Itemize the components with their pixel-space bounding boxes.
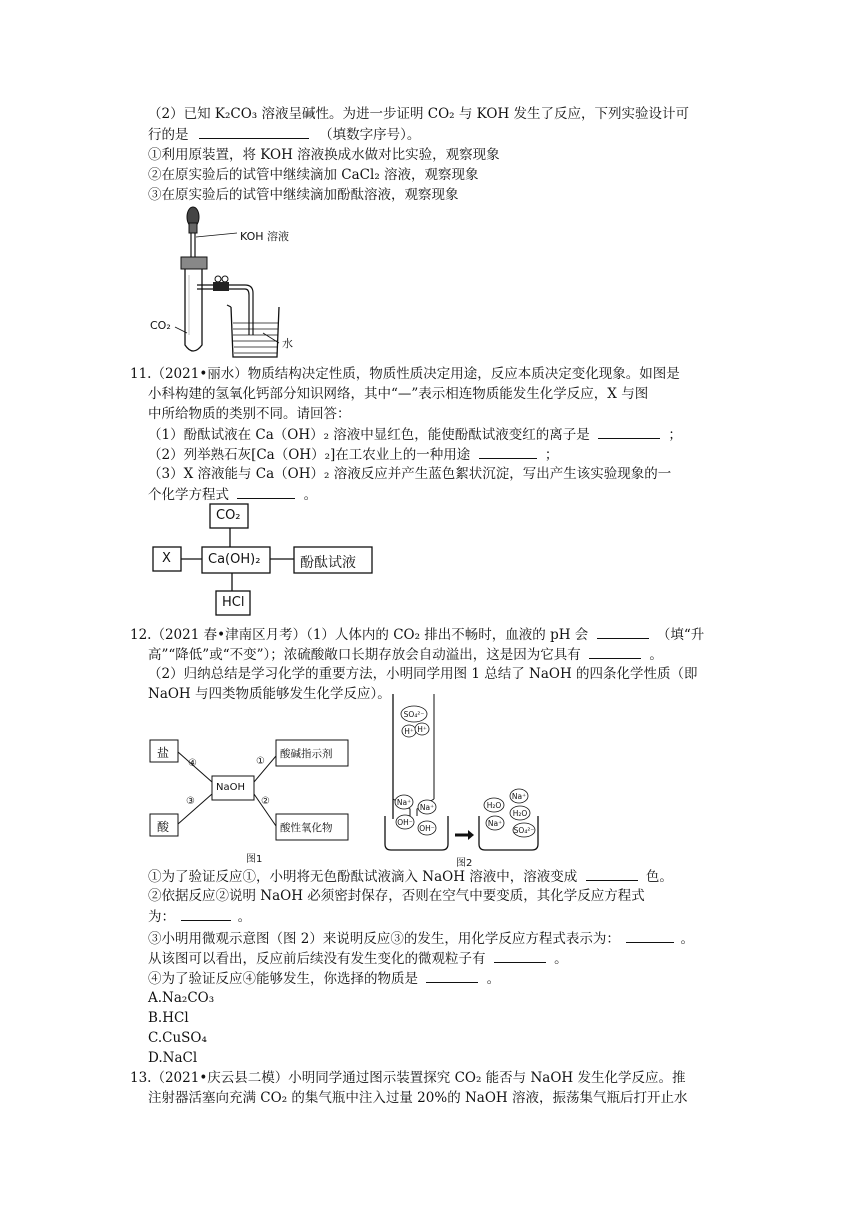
answer-blank[interactable] (479, 444, 537, 459)
q10-option-2: ②在原实验后的试管中继续滴加 CaCl₂ 溶液，观察现象 (148, 167, 479, 183)
answer-blank[interactable] (586, 866, 638, 881)
test-tube-apparatus-figure (145, 205, 315, 360)
q12-part4-end: 。 (486, 971, 501, 987)
q11-sub1-end: ； (668, 427, 682, 443)
q10-part2-line1: （2）已知 K₂CO₃ 溶液呈碱性。为进一步证明 CO₂ 与 KOH 发生了反应，下列实验设计可 (148, 106, 690, 122)
ion-so4-top: SO₄²⁻ (403, 710, 425, 719)
q11-sub3-end: 。 (303, 487, 318, 503)
koh-solution-label: KOH 溶液 (240, 230, 290, 243)
figure-1-caption: 图1 (246, 854, 263, 865)
node-co2: CO₂ (216, 508, 241, 523)
q11-sub3-line1: （3）X 溶液能与 Ca（OH）₂ 溶液反应并产生蓝色絮状沉淀，写出产生该实验现象的一 (148, 466, 672, 482)
answer-blank[interactable] (237, 484, 295, 499)
q13-line1: 13.（2021•庆云县二模）小明同学通过图示装置探究 CO₂ 能否与 NaOH 发生化学反应。推 (130, 1070, 686, 1086)
fig1-salt: 盐 (157, 746, 170, 760)
q12-line4: NaOH 与四类物质能够发生化学反应）。 (148, 686, 391, 702)
q12-part4-text: ④为了验证反应④能够发生，你选择的物质是 (148, 971, 418, 987)
node-phenolphthalein: 酚酞试液 (300, 555, 356, 571)
q12-part3-text: ③小明用微观示意图（图 2）来说明反应③的发生，用化学反应方程式表示为： (148, 931, 620, 947)
answer-blank[interactable] (181, 906, 231, 921)
choice-b[interactable]: B.HCl (148, 1010, 189, 1026)
answer-blank[interactable] (626, 928, 674, 943)
figure-2-caption: 图2 (456, 858, 473, 869)
fig1-naoh: NaOH (216, 782, 245, 793)
fig1-num-1: ① (256, 756, 265, 767)
ion-na-2: Na⁺ (419, 803, 435, 812)
q12-line2 (148, 644, 663, 665)
answer-blank[interactable] (597, 624, 649, 639)
q13-line2: 注射器活塞向充满 CO₂ 的集气瓶中注入过量 20%的 NaOH 溶液，振荡集气瓶后打开止水 (148, 1090, 688, 1106)
q10-line2-pre: 行的是 (148, 127, 189, 143)
fig1-acid: 酸 (157, 820, 170, 834)
q12-line1-end: （填“升 (656, 627, 705, 643)
q10-option-1: ①利用原装置，将 KOH 溶液换成水做对比实验，观察现象 (148, 147, 500, 163)
ion-oh-1: OH⁻ (397, 818, 413, 827)
q12-line1 (130, 624, 704, 645)
fig1-num-4: ④ (188, 758, 197, 769)
q12-part2-line2 (148, 906, 251, 927)
q12-part1-end: 色。 (645, 869, 673, 885)
q11-line1: 11.（2021•丽水）物质结构决定性质，物质性质决定用途，反应本质决定变化现象。如图是 (130, 366, 680, 382)
q12-line1-text: 12.（2021 春•津南区月考）（1）人体内的 CO₂ 排出不畅时，血液的 pH 会 (130, 627, 589, 643)
caoh2-network-diagram (150, 502, 380, 617)
q12-part4 (148, 968, 500, 989)
figure2-drawing (380, 694, 545, 866)
q12-part2-line1: ②依据反应②说明 NaOH 必须密封保存，否则在空气中要变质，其化学反应方程式 (148, 888, 645, 904)
q10-line2-post: （填数字序号）。 (319, 127, 421, 143)
q11-sub3-text: 个化学方程式 (148, 487, 229, 503)
ion-h-2: H⁺ (417, 725, 427, 734)
ion-na-4: Na⁺ (487, 819, 503, 828)
q12-part3b-text: 从该图可以看出，反应前后续没有发生变化的微观粒子有 (148, 951, 486, 967)
fig1-num-2: ② (261, 796, 270, 807)
q10-option-3: ③在原实验后的试管中继续滴加酚酞溶液，观察现象 (148, 187, 459, 203)
naoh-properties-figure-1 (146, 738, 356, 865)
q11-sub2-text: （2）列举熟石灰[Ca（OH）₂]在工农业上的一种用途 (148, 447, 471, 463)
q12-part1-text: ①为了验证反应①，小明将无色酚酞试液滴入 NaOH 溶液中，溶液变成 (148, 869, 578, 885)
node-hcl: HCl (222, 595, 245, 610)
q12-part3-end: 。 (680, 931, 694, 947)
q12-part3b-end: 。 (554, 951, 568, 967)
choice-c[interactable]: C.CuSO₄ (148, 1030, 207, 1046)
q12-part1 (148, 866, 673, 887)
ion-h-1: H⁺ (404, 727, 414, 736)
answer-blank[interactable] (494, 948, 546, 963)
q11-sub1-text: （1）酚酞试液在 Ca（OH）₂ 溶液中显红色，能使酚酞试液变红的离子是 (148, 427, 590, 443)
ion-so4-bottom: SO₄²⁻ (513, 826, 535, 835)
q12-line3: （2）归纳总结是学习化学的重要方法，小明同学用图 1 总结了 NaOH 的四条化学性质（即 (148, 666, 698, 682)
q11-line2: 小科构建的氢氧化钙部分知识网络，其中“—”表示相连物质能发生化学反应，X 与图 (148, 386, 649, 402)
q11-sub1 (148, 424, 682, 445)
q12-part3-line1 (148, 928, 694, 949)
choice-a[interactable]: A.Na₂CO₃ (148, 990, 215, 1006)
node-x: X (162, 551, 171, 566)
q10-part2-line2 (148, 124, 420, 145)
micro-diagram-figure-2 (380, 694, 545, 869)
answer-blank[interactable] (426, 968, 478, 983)
q12-part2-end: 。 (237, 909, 252, 925)
molecule-h2o-1: H₂O (486, 801, 502, 810)
q11-sub2-end: ； (544, 447, 559, 463)
q12-part3-line2 (148, 948, 568, 969)
answer-blank[interactable] (598, 424, 660, 439)
ion-na-3: Na⁺ (511, 792, 527, 801)
fig1-acidic-oxide: 酸性氧化物 (280, 822, 333, 834)
answer-blank[interactable] (199, 124, 309, 139)
answer-blank[interactable] (589, 644, 641, 659)
ion-oh-2: OH⁻ (419, 824, 435, 833)
co2-label: CO₂ (150, 319, 171, 332)
q12-line2-end: 。 (649, 647, 663, 663)
molecule-h2o-2: H₂O (512, 809, 528, 818)
q11-sub2 (148, 444, 558, 465)
fig1-num-3: ③ (186, 796, 195, 807)
water-label: 水 (282, 337, 293, 350)
choice-d[interactable]: D.NaCl (148, 1050, 198, 1066)
node-caoh2: Ca(OH)₂ (208, 552, 261, 567)
q11-line3: 中所给物质的类别不同。请回答： (148, 406, 351, 422)
q12-line2-text: 高”“降低”或“不变”）；浓硫酸敞口长期存放会自动溢出，这是因为它具有 (148, 647, 581, 663)
q12-part2-text: 为： (148, 909, 175, 925)
ion-na-1: Na⁺ (396, 798, 412, 807)
fig1-indicator: 酸碱指示剂 (280, 748, 333, 760)
